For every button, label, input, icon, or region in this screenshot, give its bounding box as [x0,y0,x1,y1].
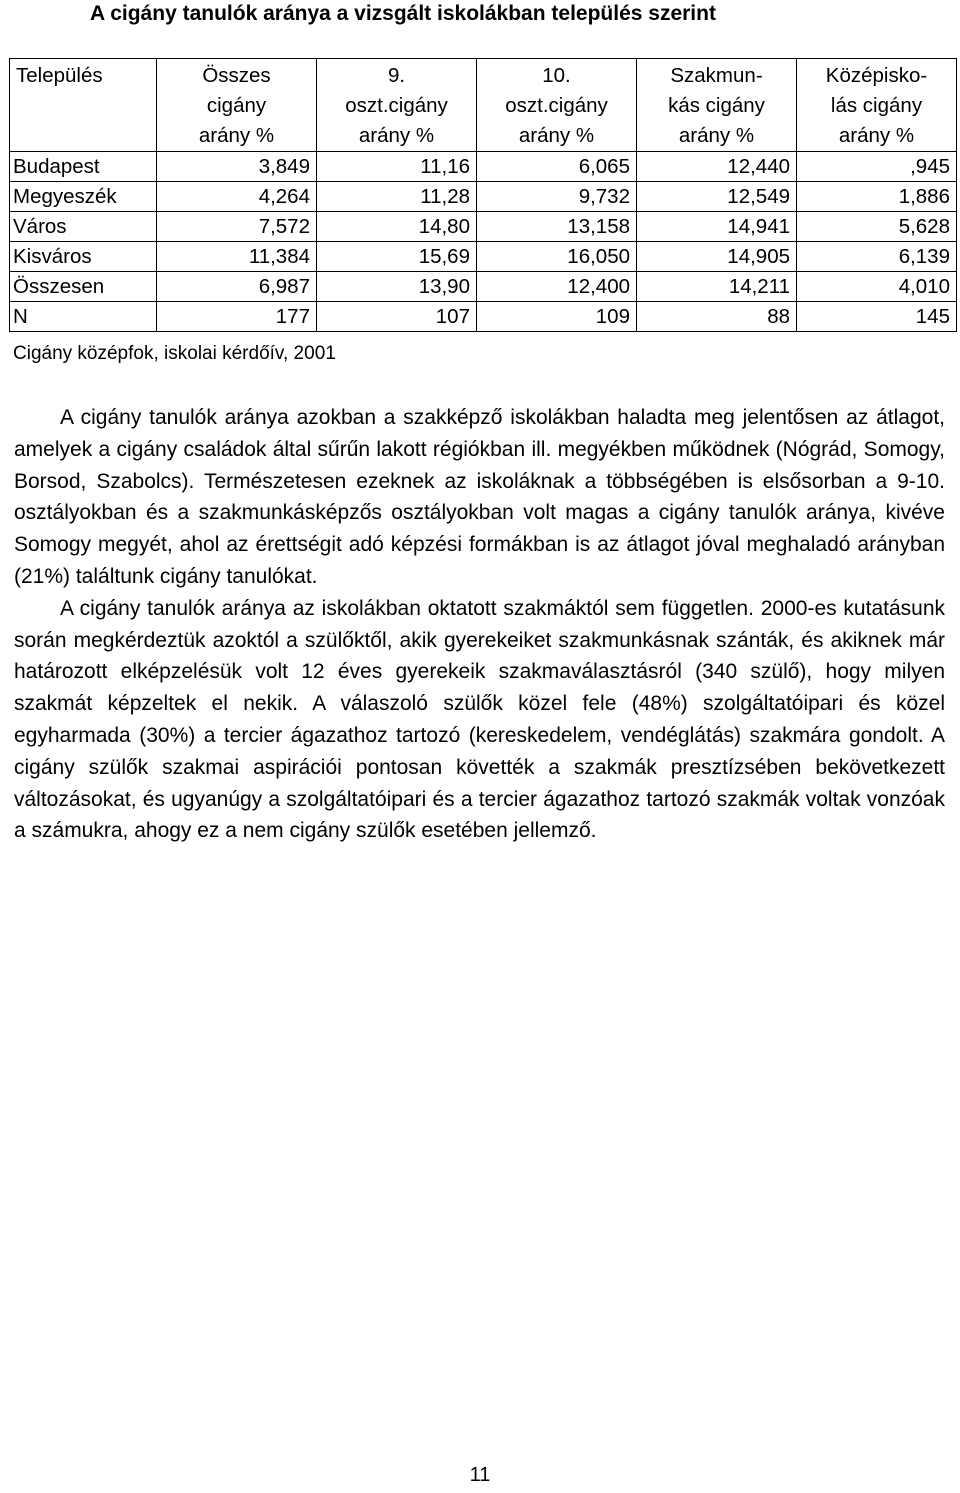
row-label: Megyeszék [10,182,157,212]
paragraph: A cigány tanulók aránya az iskolákban oktatott szakmáktól sem független. 2000-es kutatásunk során megkérdeztük azoktól a szülőktől, akik gyerekeiket szakmunkásnak szánták, és akiknek már határozott elképzelésük volt 12 éves gyerekeik szakmaválasztásról (340 szülő), hogy milyen szakmát képzeltek el nekik. A válaszoló szülők közel fele (48%) szolgáltatóipari és közel egyharmada (30%) a tercier ágazathoz tartozó (kereskedelem, vendéglátás) szakmára gondolt. A cigány szülők szakmai aspirációi pontosan követték a szakmák presztízsében bekövetkezett változásokat, és ugyanúgy a szolgáltatóipari és a tercier ágazathoz tartozó szakmák voltak vonzóak a számukra, ahogy ez a nem cigány szülők esetében jellemző. [14,596,945,843]
table-cell: 7,572 [157,212,317,242]
table-row [10,272,957,302]
paragraph: A cigány tanulók aránya azokban a szakképző iskolákban haladta meg jelentősen az átlagot, amelyek a cigány családok által sűrűn lakott régiókban ill. megyékben működnek (Nógrád, Somogy, Borsod, Szabolcs). Természetesen ezeknek az iskoláknak a többségében is elsősorban a 9-10. osztályokban és a szakmunkásképzős osztályokban volt magas a cigány tanulók aránya, kivéve Somogy megyét, ahol az érettségit adó képzési formákban is az átlagot jóval meghaladó arányban (21%) találtunk cigány tanulókat. [14,406,945,588]
table-cell: 11,28 [317,182,477,212]
row-label: Összesen [10,272,157,302]
table-cell: 88 [637,302,797,332]
row-label: Város [10,212,157,242]
row-label: Budapest [10,152,157,182]
column-header: 10. oszt.cigány arány % [477,59,637,152]
table-cell: 9,732 [477,182,637,212]
table-cell: 6,065 [477,152,637,182]
table-cell: 13,90 [317,272,477,302]
document-title: A cigány tanulók aránya a vizsgált iskolákban település szerint [90,2,716,25]
column-header: Település [10,59,157,152]
table-cell: 11,384 [157,242,317,272]
table-cell: 14,80 [317,212,477,242]
table-cell: 1,886 [797,182,957,212]
table-cell: 15,69 [317,242,477,272]
table-row [10,302,957,332]
table-cell: 12,549 [637,182,797,212]
table-cell: 13,158 [477,212,637,242]
table-cell: 6,987 [157,272,317,302]
table-cell: 5,628 [797,212,957,242]
table-cell: 11,16 [317,152,477,182]
table-cell: 109 [477,302,637,332]
table-cell: 3,849 [157,152,317,182]
table-cell: 4,264 [157,182,317,212]
table-row [10,212,957,242]
data-table [9,58,957,332]
table-source-note: Cigány középfok, iskolai kérdőív, 2001 [13,343,336,364]
row-label: N [10,302,157,332]
table-header-row [10,59,957,152]
table-cell: 4,010 [797,272,957,302]
table-cell: 177 [157,302,317,332]
table-cell: 12,400 [477,272,637,302]
table-cell: ,945 [797,152,957,182]
row-label: Kisváros [10,242,157,272]
table-cell: 107 [317,302,477,332]
body-text [14,402,945,847]
table-row [10,242,957,272]
column-header: Szakmun- kás cigány arány % [637,59,797,152]
table-row [10,152,957,182]
table-cell: 14,941 [637,212,797,242]
column-header: 9. oszt.cigány arány % [317,59,477,152]
table-cell: 6,139 [797,242,957,272]
page-number: 11 [469,1464,491,1486]
table-cell: 14,905 [637,242,797,272]
table-cell: 14,211 [637,272,797,302]
column-header: Összes cigány arány % [157,59,317,152]
table-row [10,182,957,212]
table-cell: 16,050 [477,242,637,272]
table-cell: 145 [797,302,957,332]
column-header: Középisko- lás cigány arány % [797,59,957,152]
table-cell: 12,440 [637,152,797,182]
